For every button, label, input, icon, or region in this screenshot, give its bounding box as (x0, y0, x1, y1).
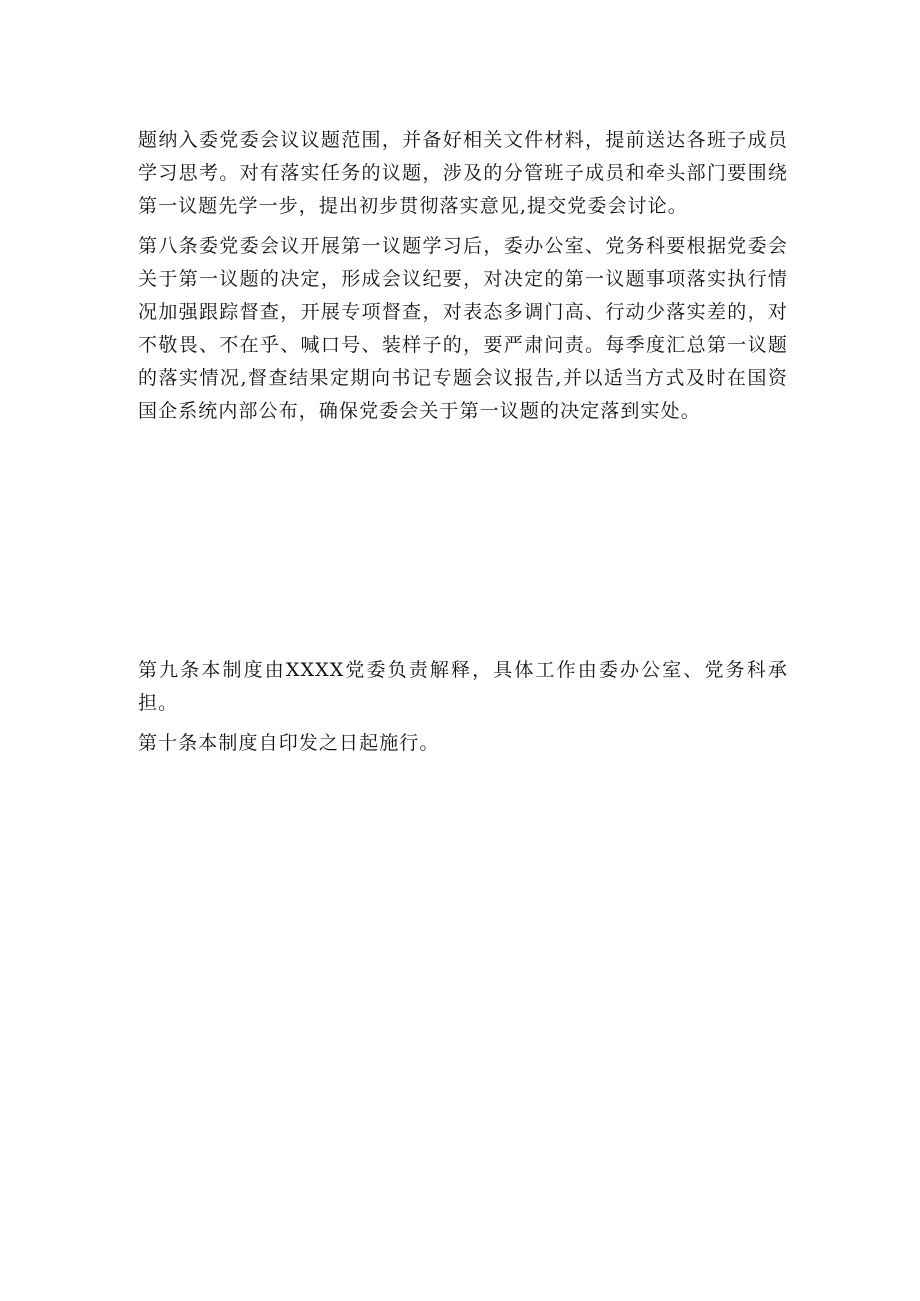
paragraph-article-10: 第十条本制度自印发之日起施行。 (138, 732, 440, 754)
paragraph-article-8: 第八条委党委会议开展第一议题学习后，委办公室、党务科要根据党委会关于第一议题的决定，形成会议纪要，对决定的第一议题事项落实执行情况加强跟踪督查，开展专项督查，对表态多调门高、行动少落实差的，对不敬畏、不在乎、喊口号、装样子的，要严肃问责。每季度汇总第一议题的落实情况,督查结果定期向书记专题会议报告,并以适当方式及时在国资国企系统内部公布，确保党委会关于第一议题的决定落到实处。 (138, 235, 788, 422)
paragraph-article-9: 第九条本制度由XXXX党委负责解释，具体工作由委办公室、党务科承担。 (138, 659, 788, 714)
paragraph-agenda-preparation: 题纳入委党委会议议题范围，并备好相关文件材料，提前送达各班子成员学习思考。对有落实任务的议题，涉及的分管班子成员和牵头部门要围绕第一议题先学一步，提出初步贯彻落实意见,提交党委会讨论。 (138, 129, 788, 217)
